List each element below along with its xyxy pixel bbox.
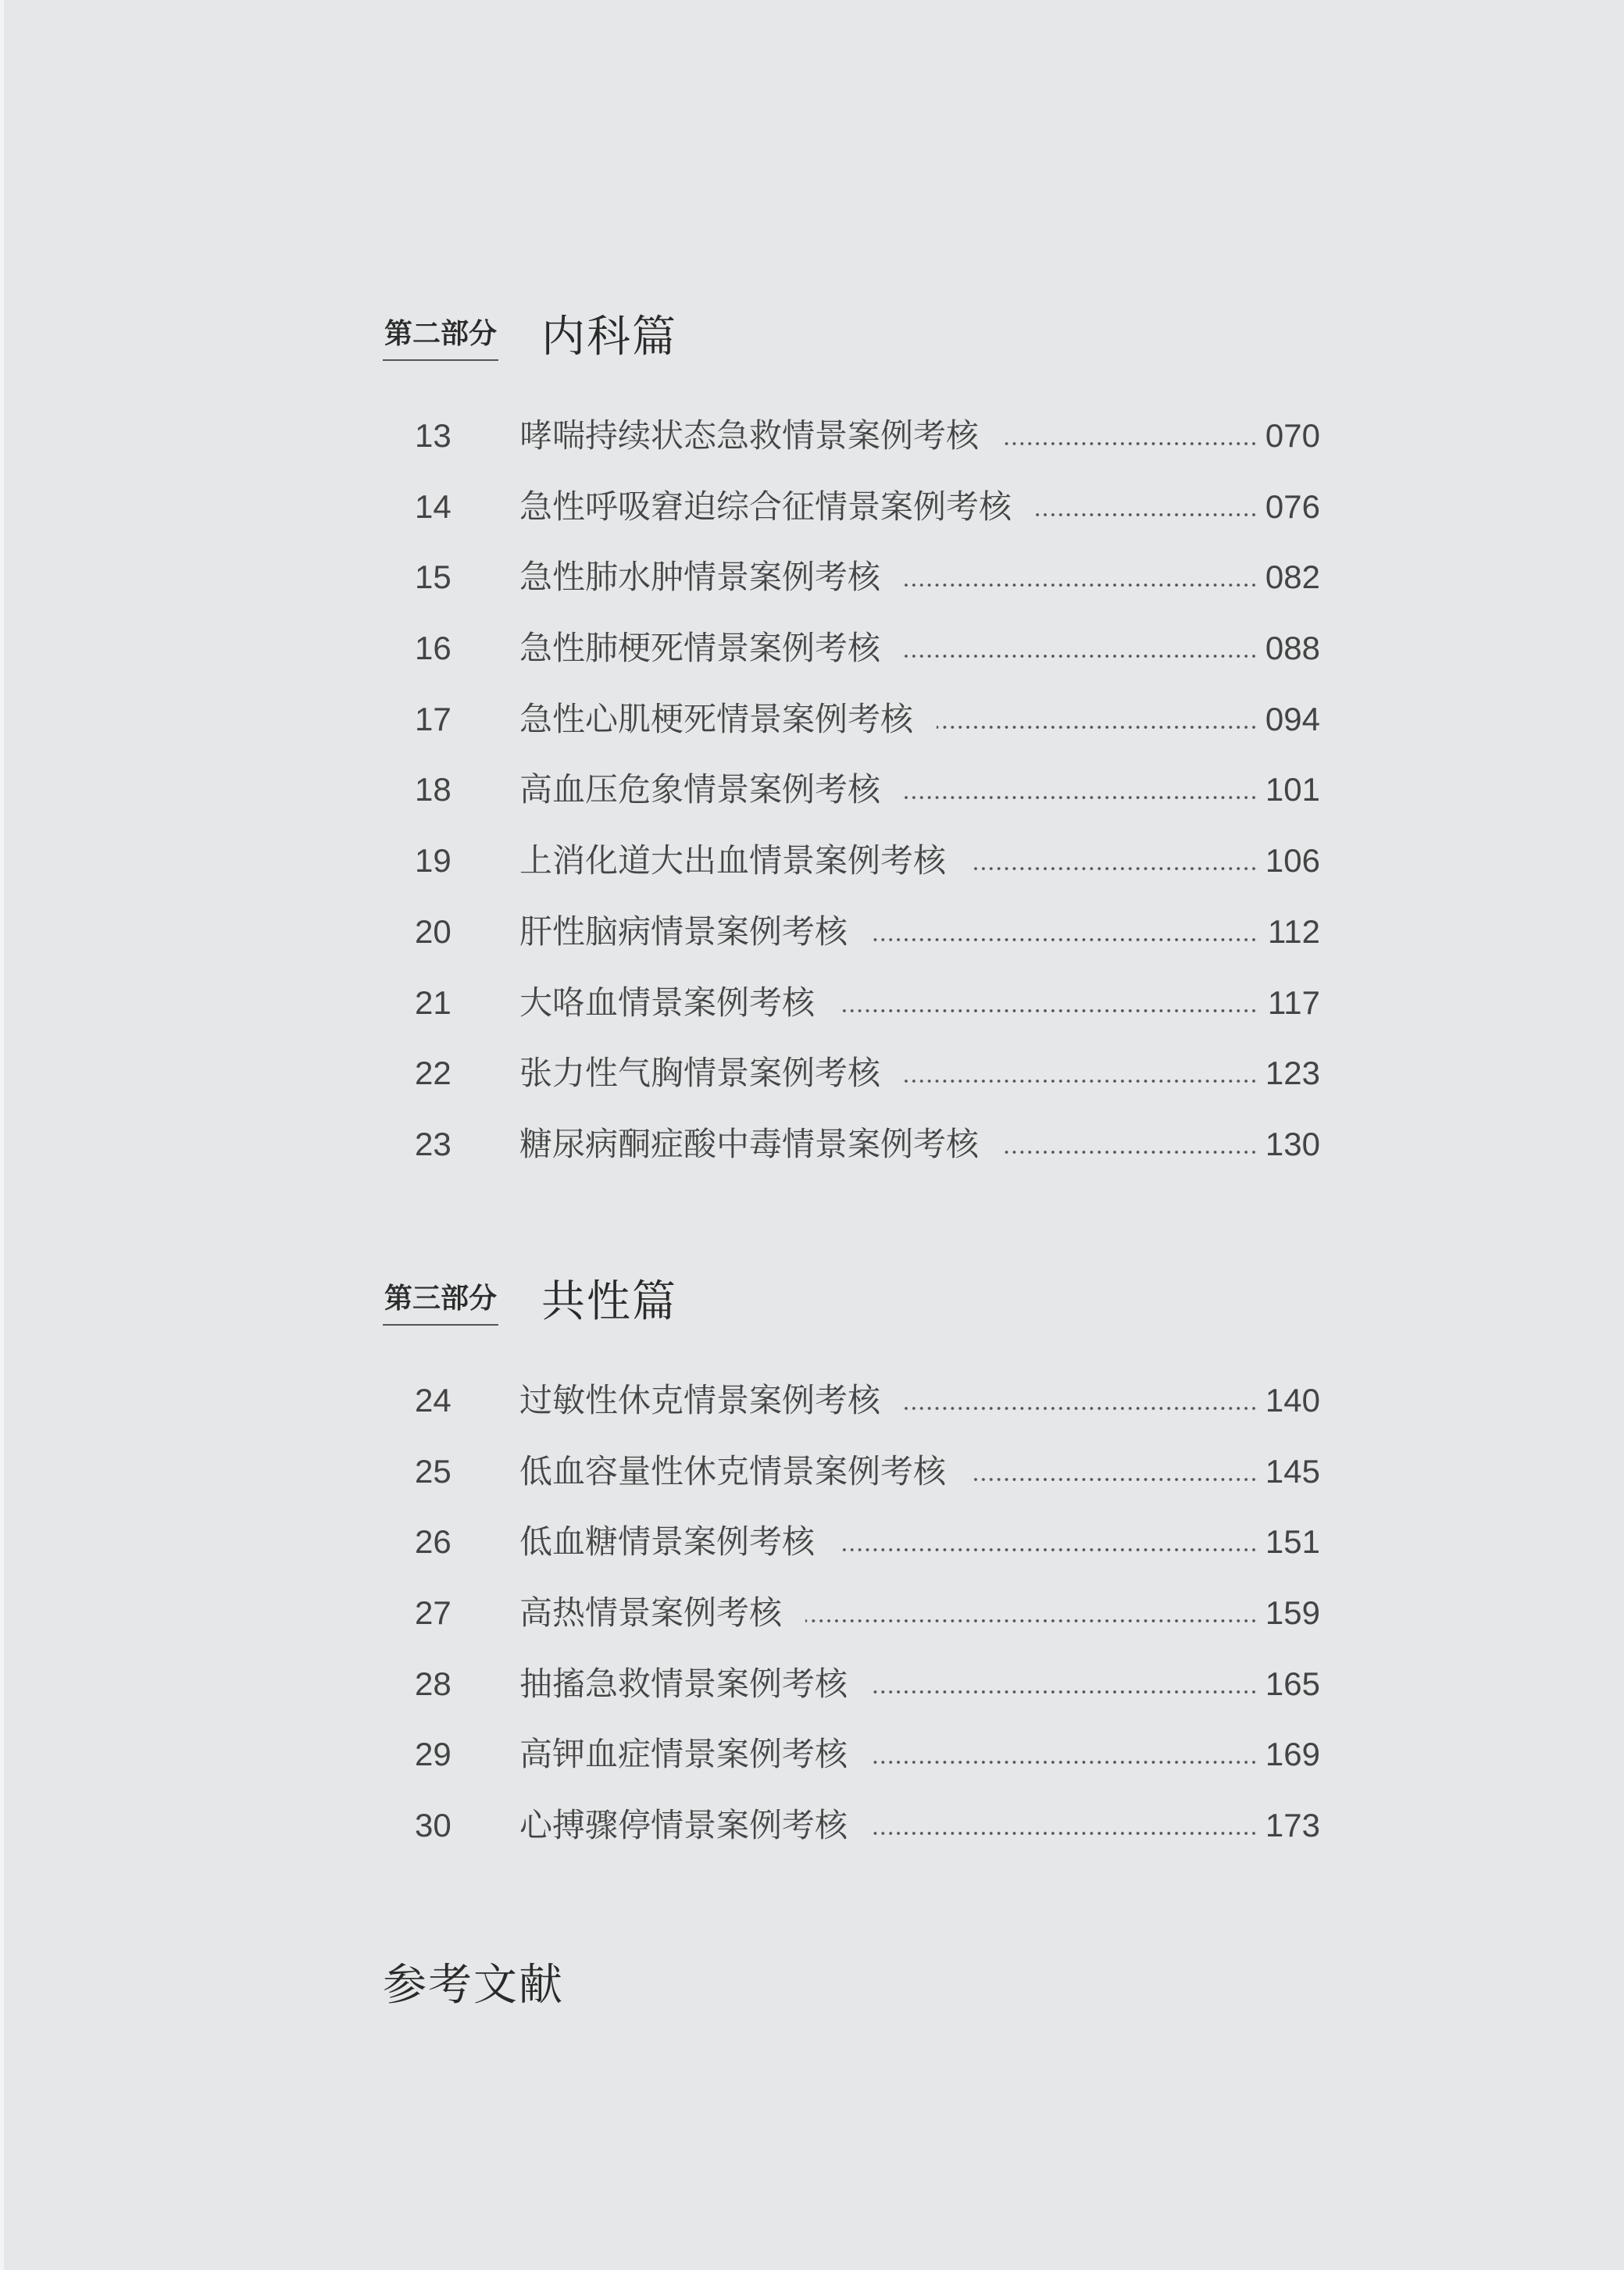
toc-entry-title: 肝性脑病情景案例考核 — [519, 912, 848, 951]
toc-entry[interactable] — [383, 983, 1320, 1054]
toc-dot-leader — [904, 796, 1258, 799]
toc-entry[interactable] — [383, 1380, 1320, 1451]
part-header-2 — [383, 307, 1320, 369]
toc-entry-number: 22 — [415, 1055, 452, 1092]
toc-entry-title: 急性肺水肿情景案例考核 — [519, 558, 881, 597]
toc-dot-leader — [969, 1478, 1258, 1481]
toc-dot-leader — [904, 1407, 1258, 1410]
toc-entry-number: 13 — [415, 417, 452, 454]
toc-entry[interactable] — [383, 1664, 1320, 1735]
toc-entry[interactable] — [383, 487, 1320, 558]
toc-list-part-3 — [383, 1380, 1320, 1876]
toc-entry[interactable] — [383, 769, 1320, 841]
toc-dot-leader — [838, 1009, 1258, 1012]
toc-dot-leader — [904, 584, 1258, 587]
toc-entry-page: 076 — [1265, 487, 1320, 525]
toc-entry-number: 17 — [415, 700, 452, 737]
toc-entry-title: 急性肺梗死情景案例考核 — [519, 629, 881, 668]
toc-entry-title: 抽搐急救情景案例考核 — [519, 1664, 848, 1703]
toc-entry[interactable] — [383, 1522, 1320, 1593]
toc-entry[interactable] — [383, 912, 1320, 983]
toc-entry[interactable] — [383, 416, 1320, 487]
toc-entry-number: 27 — [415, 1594, 452, 1632]
toc-entry-number: 23 — [415, 1125, 452, 1162]
toc-entry[interactable] — [383, 1593, 1320, 1664]
toc-entry-number: 24 — [415, 1382, 452, 1419]
toc-entry-number: 14 — [415, 487, 452, 525]
toc-entry-page: 117 — [1268, 983, 1320, 1021]
toc-entry-page: 140 — [1265, 1382, 1320, 1419]
toc-dot-leader — [904, 1080, 1258, 1083]
toc-dot-leader — [871, 938, 1258, 941]
toc-entry-page: 082 — [1265, 559, 1320, 596]
toc-entry-number: 21 — [415, 983, 452, 1021]
toc-entry-number: 15 — [415, 559, 452, 596]
toc-entry-number: 28 — [415, 1665, 452, 1702]
toc-dot-leader — [871, 1690, 1258, 1694]
toc-entry-number: 30 — [415, 1807, 452, 1844]
toc-entry-title: 急性呼吸窘迫综合征情景案例考核 — [519, 487, 1012, 526]
toc-entry-title: 低血容量性休克情景案例考核 — [519, 1451, 947, 1490]
toc-entry-page: 159 — [1265, 1594, 1320, 1632]
toc-entry-number: 20 — [415, 912, 452, 950]
toc-entry[interactable] — [383, 1124, 1320, 1195]
part-label: 第二部分 — [383, 312, 498, 361]
toc-entry[interactable] — [383, 1053, 1320, 1124]
toc-dot-leader — [871, 1761, 1258, 1764]
toc-entry-page: 123 — [1265, 1055, 1320, 1092]
toc-entry-page: 151 — [1265, 1523, 1320, 1561]
toc-entry-number: 19 — [415, 842, 452, 880]
toc-entry-title: 高热情景案例考核 — [519, 1594, 783, 1633]
toc-dot-leader — [871, 1832, 1258, 1835]
toc-entry-title: 糖尿病酮症酸中毒情景案例考核 — [519, 1124, 980, 1163]
toc-dot-leader — [838, 1548, 1258, 1551]
toc-dot-leader — [1002, 442, 1258, 445]
toc-entry[interactable] — [383, 1805, 1320, 1876]
toc-dot-leader — [1002, 1151, 1258, 1154]
toc-entry-title: 心搏骤停情景案例考核 — [519, 1806, 848, 1845]
part-title: 内科篇 — [541, 312, 677, 362]
toc-entry-title: 高血压危象情景案例考核 — [519, 770, 881, 809]
toc-entry-page: 165 — [1265, 1665, 1320, 1702]
toc-list-part-2 — [383, 416, 1320, 1195]
part-title: 共性篇 — [541, 1276, 677, 1327]
toc-dot-leader — [805, 1619, 1258, 1622]
page-edge — [0, 0, 4, 2270]
toc-entry-number: 25 — [415, 1452, 452, 1490]
toc-entry-title: 低血糖情景案例考核 — [519, 1522, 816, 1562]
toc-entry-title: 大咯血情景案例考核 — [519, 983, 816, 1022]
toc-entry-page: 173 — [1265, 1807, 1320, 1844]
references-heading[interactable]: 参考文献 — [383, 1960, 564, 2011]
toc-entry[interactable] — [383, 628, 1320, 699]
toc-entry[interactable] — [383, 1451, 1320, 1522]
toc-entry-title: 急性心肌梗死情景案例考核 — [519, 699, 914, 738]
toc-entry[interactable] — [383, 841, 1320, 912]
toc-entry-title: 高钾血症情景案例考核 — [519, 1735, 848, 1774]
toc-entry-number: 29 — [415, 1736, 452, 1773]
toc-entry-page: 101 — [1265, 771, 1320, 808]
toc-entry[interactable] — [383, 557, 1320, 628]
toc-entry-page: 145 — [1265, 1452, 1320, 1490]
toc-entry-number: 26 — [415, 1523, 452, 1561]
part-label: 第三部分 — [383, 1276, 498, 1326]
toc-entry-page: 169 — [1265, 1736, 1320, 1773]
part-header-3 — [383, 1272, 1320, 1334]
toc-entry-page: 106 — [1265, 842, 1320, 880]
toc-dot-leader — [937, 726, 1258, 729]
toc-entry[interactable] — [383, 1734, 1320, 1805]
toc-dot-leader — [969, 867, 1258, 870]
toc-entry[interactable] — [383, 699, 1320, 770]
toc-dot-leader — [904, 655, 1258, 658]
toc-entry-page: 094 — [1265, 700, 1320, 737]
toc-entry-title: 上消化道大出血情景案例考核 — [519, 841, 947, 880]
toc-entry-page: 112 — [1268, 912, 1320, 950]
toc-entry-page: 070 — [1265, 417, 1320, 454]
toc-entry-title: 哮喘持续状态急救情景案例考核 — [519, 416, 980, 455]
toc-dot-leader — [1035, 513, 1258, 516]
toc-entry-page: 130 — [1265, 1125, 1320, 1162]
toc-entry-number: 18 — [415, 771, 452, 808]
toc-entry-number: 16 — [415, 630, 452, 667]
toc-entry-title: 张力性气胸情景案例考核 — [519, 1054, 881, 1093]
toc-entry-page: 088 — [1265, 630, 1320, 667]
toc-entry-title: 过敏性休克情景案例考核 — [519, 1381, 881, 1419]
